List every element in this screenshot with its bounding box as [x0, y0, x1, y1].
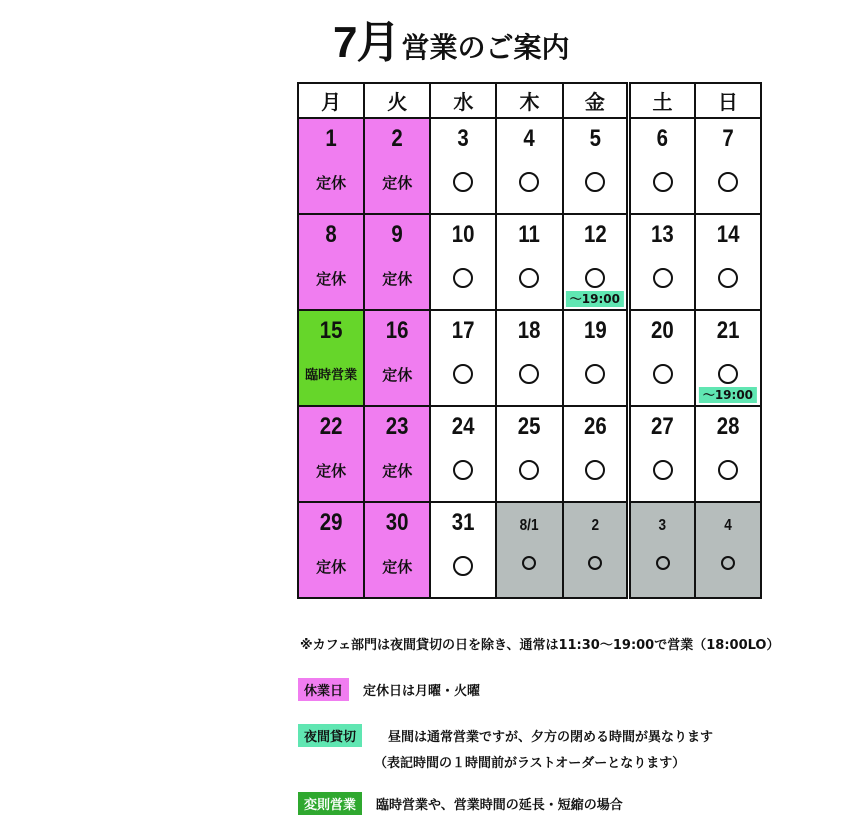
- calendar-day-cell: [695, 502, 761, 598]
- open-circle-icon: [653, 172, 673, 192]
- open-circle-icon: [631, 364, 694, 388]
- day-number: 15: [319, 317, 343, 344]
- weekday-header-row: [298, 83, 761, 118]
- calendar-day-cell: [563, 214, 629, 310]
- open-circle-icon: [564, 172, 627, 196]
- open-circle-icon: [631, 172, 694, 196]
- day-number: 28: [716, 413, 740, 440]
- open-circle-icon: [453, 460, 473, 480]
- day-number: 13: [651, 221, 674, 248]
- open-circle-icon: [519, 172, 539, 192]
- night-closing-time-badge: 〜19:00: [566, 291, 624, 307]
- day-status: 定休: [316, 174, 347, 192]
- calendar-day-cell: [695, 310, 761, 406]
- calendar-day-cell: [563, 406, 629, 502]
- open-circle-icon: [696, 364, 760, 388]
- open-circle-icon: [453, 364, 473, 384]
- open-circle-icon: [497, 556, 561, 574]
- day-number: 5: [589, 125, 601, 152]
- weekday-fri: 金: [563, 83, 629, 118]
- calendar-day-cell: [430, 310, 496, 406]
- open-circle-icon: [431, 268, 495, 292]
- title-text: 営業のご案内: [401, 31, 570, 64]
- calendar-day-cell: [496, 214, 562, 310]
- day-number: 6: [656, 125, 669, 152]
- day-status: 定休: [382, 558, 413, 576]
- night-closing-time-badge: 〜19:00: [699, 387, 757, 403]
- open-circle-icon: [564, 268, 627, 292]
- day-number: 10: [452, 221, 475, 248]
- day-number: 4: [523, 125, 536, 152]
- day-number: 23: [385, 413, 409, 440]
- calendar-day-cell: [364, 118, 430, 214]
- day-status: 定休: [382, 462, 413, 480]
- calendar-day-cell: [563, 502, 629, 598]
- calendar-day-cell: [496, 406, 562, 502]
- open-circle-icon: [585, 172, 605, 192]
- weekday-sun: 日: [695, 83, 761, 118]
- open-circle-icon: [431, 460, 495, 484]
- calendar-day-cell: [298, 214, 364, 310]
- calendar-day-cell: [496, 502, 562, 598]
- day-number: 26: [583, 413, 607, 440]
- open-circle-icon: [585, 364, 605, 384]
- open-circle-icon: [585, 460, 605, 480]
- day-number: 24: [452, 413, 475, 440]
- day-status: 定休: [316, 462, 347, 480]
- day-number: 30: [385, 509, 409, 536]
- day-number: 2: [591, 517, 599, 534]
- legend-item-holiday: [298, 678, 480, 701]
- legend-item-irregular: [298, 792, 623, 815]
- day-number: 20: [651, 317, 674, 344]
- calendar-day-cell: [695, 406, 761, 502]
- day-status: 臨時営業: [305, 368, 358, 383]
- calendar-day-cell: [563, 310, 629, 406]
- open-circle-icon: [564, 556, 627, 574]
- day-number: 11: [518, 221, 541, 248]
- legend-text-irregular: 臨時営業や、営業時間の延長・短縮の場合: [376, 798, 623, 813]
- open-circle-icon: [519, 460, 539, 480]
- open-circle-icon: [696, 268, 760, 292]
- open-circle-icon: [453, 556, 473, 576]
- day-number: 3: [658, 517, 667, 534]
- open-circle-icon: [431, 172, 495, 196]
- open-circle-icon: [497, 460, 561, 484]
- day-number: 19: [583, 317, 607, 344]
- open-circle-icon: [519, 364, 539, 384]
- weekday-mon: 月: [298, 83, 364, 118]
- day-status: 定休: [382, 366, 413, 384]
- day-number: 2: [391, 125, 403, 152]
- calendar-day-cell: [430, 406, 496, 502]
- calendar-week-row: [298, 118, 761, 214]
- day-number: 1: [325, 125, 337, 152]
- day-number: 14: [716, 221, 740, 248]
- day-number: 22: [319, 413, 343, 440]
- calendar-week-row: [298, 214, 761, 310]
- open-circle-icon: [718, 268, 738, 288]
- calendar-day-cell: [629, 502, 695, 598]
- open-circle-icon: [497, 172, 561, 196]
- day-number: 27: [651, 413, 674, 440]
- calendar-day-cell: [364, 502, 430, 598]
- open-circle-icon: [453, 268, 473, 288]
- open-circle-icon: [718, 172, 738, 192]
- calendar-body: [298, 118, 761, 598]
- calendar-day-cell: [298, 406, 364, 502]
- calendar-day-cell: [364, 310, 430, 406]
- day-number: 8: [325, 221, 337, 248]
- calendar-day-cell: [695, 214, 761, 310]
- legend-item-night: [298, 724, 713, 747]
- open-circle-icon: [653, 364, 673, 384]
- open-circle-icon: [696, 460, 760, 484]
- day-number: 29: [319, 509, 343, 536]
- legend-swatch-night: 夜間貸切: [298, 724, 362, 747]
- open-circle-icon: [497, 364, 561, 388]
- open-circle-icon: [453, 172, 473, 192]
- day-number: 21: [716, 317, 740, 344]
- open-circle-icon: [696, 172, 760, 196]
- calendar-day-cell: [629, 214, 695, 310]
- legend-subtext: （表記時間の１時間前がラストオーダーとなります）: [374, 756, 686, 771]
- open-circle-icon: [631, 460, 694, 484]
- page-title: [333, 6, 570, 67]
- calendar-day-cell: [430, 214, 496, 310]
- calendar-week-row: [298, 310, 761, 406]
- open-circle-icon: [564, 364, 627, 388]
- calendar-day-cell: [629, 310, 695, 406]
- calendar-day-cell: [430, 502, 496, 598]
- calendar-day-cell: [695, 118, 761, 214]
- open-circle-icon: [497, 268, 561, 292]
- calendar-day-cell: [298, 502, 364, 598]
- calendar-day-cell: [629, 406, 695, 502]
- calendar-table: [297, 82, 762, 599]
- open-circle-icon: [431, 556, 495, 580]
- day-number: 8/1: [520, 517, 539, 534]
- open-circle-icon: [656, 556, 670, 570]
- weekday-sat: 土: [629, 83, 695, 118]
- title-month: 7月: [333, 18, 400, 67]
- calendar-day-cell: [496, 310, 562, 406]
- calendar-day-cell: [298, 118, 364, 214]
- day-status: 定休: [382, 270, 413, 288]
- day-number: 31: [452, 509, 475, 536]
- calendar-day-cell: [430, 118, 496, 214]
- calendar-day-cell: [629, 118, 695, 214]
- legend-text-night: 昼間は通常営業ですが、夕方の閉める時間が異なります: [388, 730, 714, 745]
- day-status: 定休: [316, 270, 347, 288]
- weekday-thu: 木: [496, 83, 562, 118]
- day-number: 7: [722, 125, 734, 152]
- calendar-day-cell: [298, 310, 364, 406]
- cafe-hours-note: ※カフェ部門は夜間貸切の日を除き、通常は11:30〜19:00で営業（18:00LO）: [300, 638, 780, 653]
- open-circle-icon: [653, 268, 673, 288]
- calendar-day-cell: [563, 118, 629, 214]
- open-circle-icon: [431, 364, 495, 388]
- open-circle-icon: [718, 460, 738, 480]
- day-number: 25: [518, 413, 541, 440]
- open-circle-icon: [631, 556, 694, 574]
- legend-swatch-holiday: 休業日: [298, 678, 349, 701]
- day-status: 定休: [316, 558, 347, 576]
- open-circle-icon: [522, 556, 536, 570]
- calendar-day-cell: [496, 118, 562, 214]
- day-number: 16: [385, 317, 409, 344]
- weekday-tue: 火: [364, 83, 430, 118]
- calendar-day-cell: [364, 406, 430, 502]
- day-number: 17: [452, 317, 475, 344]
- open-circle-icon: [519, 268, 539, 288]
- calendar-week-row: [298, 406, 761, 502]
- calendar-week-row: [298, 502, 761, 598]
- open-circle-icon: [631, 268, 694, 292]
- open-circle-icon: [718, 364, 738, 384]
- day-number: 18: [518, 317, 541, 344]
- open-circle-icon: [721, 556, 735, 570]
- open-circle-icon: [696, 556, 760, 574]
- open-circle-icon: [588, 556, 602, 570]
- open-circle-icon: [585, 268, 605, 288]
- weekday-wed: 水: [430, 83, 496, 118]
- calendar-day-cell: [364, 214, 430, 310]
- open-circle-icon: [653, 460, 673, 480]
- day-number: 12: [583, 221, 607, 248]
- day-number: 9: [391, 221, 403, 248]
- day-number: 4: [724, 517, 732, 534]
- open-circle-icon: [564, 460, 627, 484]
- day-status: 定休: [382, 174, 413, 192]
- day-number: 3: [457, 125, 470, 152]
- legend-swatch-irregular: 変則営業: [298, 792, 362, 815]
- legend-text-holiday: 定休日は月曜・火曜: [363, 684, 481, 699]
